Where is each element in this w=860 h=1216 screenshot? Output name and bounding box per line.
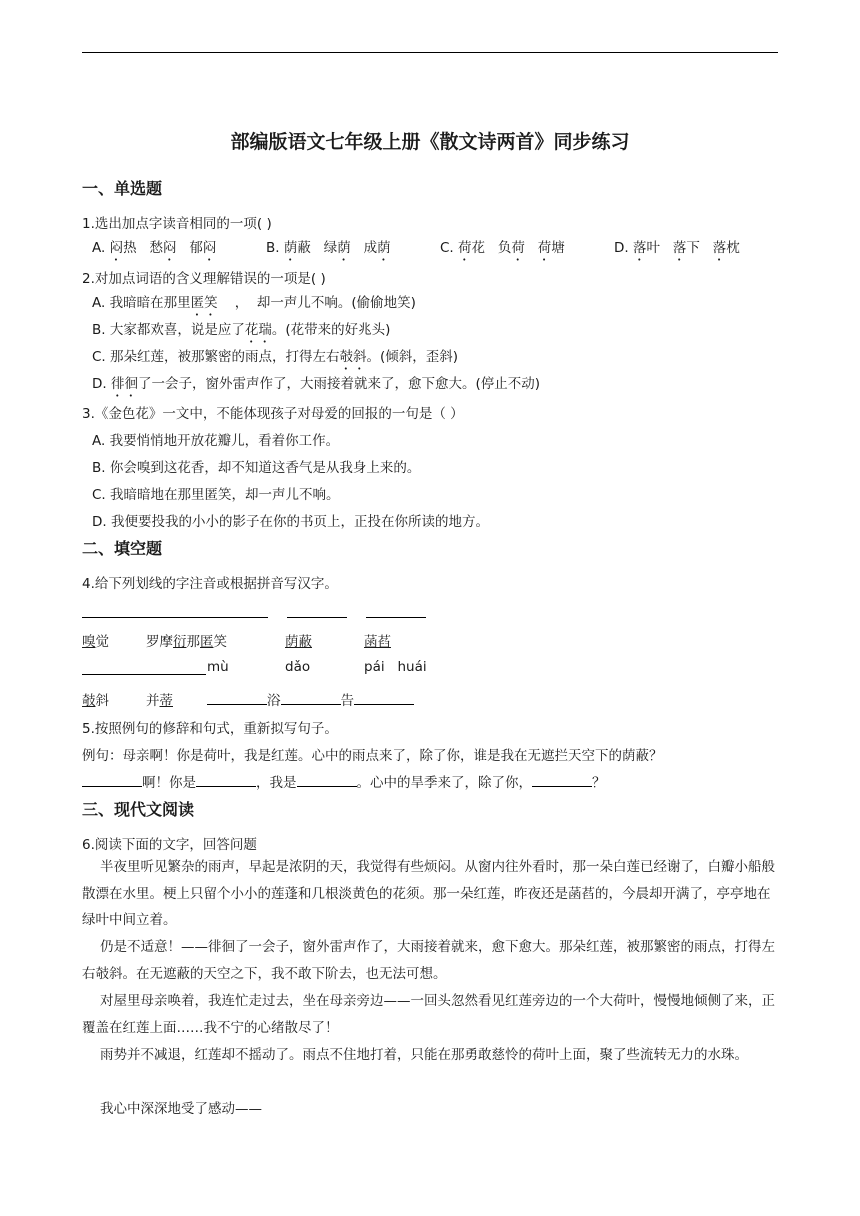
question-3-stem: 3.《金色花》一文中，不能体现孩子对母爱的回报的一句是（ ） (82, 406, 464, 422)
page-title: 部编版语文七年级上册《散文诗两首》同步练习 (230, 131, 630, 153)
q2-option-c[interactable]: C. 那朵红莲，被那繁密的雨点，打得左右攲斜。(倾斜，歪斜) (92, 349, 459, 365)
answer-blank[interactable] (354, 690, 414, 705)
q4-word-4: 菡萏 (364, 634, 391, 650)
q4-word-2: 罗摩衍那匿笑 (146, 634, 227, 650)
answer-blank[interactable] (82, 772, 142, 787)
q3-option-b[interactable]: B. 你会嗅到这花香，却不知道这香气是从我身上来的。 (92, 460, 421, 476)
q3-option-a[interactable]: A. 我要悄悄地开放花瓣儿，看着你工作。 (92, 433, 340, 449)
question-5-stem: 5.按照例句的修辞和句式，重新拟写句子。 (82, 721, 338, 737)
q2-option-a[interactable]: A. 我暗暗在那里匿笑 ， 却一声儿不响。(偷偷地笑) (92, 295, 416, 311)
answer-blank[interactable] (366, 603, 426, 618)
q5-answer-line[interactable]: 啊！你是 ，我是 。心中的旱季来了，除了你， ？ (82, 771, 606, 791)
question-6-stem: 6.阅读下面的文字，回答问题 (82, 837, 257, 853)
answer-blank[interactable] (281, 690, 341, 705)
question-2-stem: 2.对加点词语的含义理解错误的一项是( ) (82, 271, 326, 287)
q4-word-6: 并蒂 (146, 693, 173, 709)
header-rule (82, 52, 778, 53)
q4-word-1: 嗅觉 (82, 634, 109, 650)
q4-pinyin-2: dǎo (285, 659, 311, 675)
q2-option-b[interactable]: B. 大家都欢喜，说是应了花瑞。(花带来的好兆头) (92, 322, 391, 338)
q4-word-5: 攲斜 (82, 693, 109, 709)
q1-option-c[interactable]: C. 荷花 负荷 荷塘 (440, 240, 565, 256)
reading-paragraph-4: 雨势并不减退，红莲却不摇动了。雨点不住地打着，只能在那勇敢慈怜的荷叶上面，聚了些流转无力的水珠。 (100, 1047, 748, 1063)
q3-option-d[interactable]: D. 我便要投我的小小的影子在你的书页上，正投在你所读的地方。 (92, 514, 489, 530)
q2-option-d[interactable]: D. 徘徊了一会子，窗外雷声作了，大雨接着就来了，愈下愈大。(停止不动) (92, 376, 541, 392)
question-1-stem: 1.选出加点字读音相同的一项( ) (82, 216, 272, 232)
answer-blank[interactable] (287, 603, 347, 618)
q4-answer-row-3[interactable] (82, 660, 206, 679)
section-heading-fill-in: 二、填空题 (82, 539, 163, 558)
section-heading-reading: 三、现代文阅读 (82, 800, 195, 819)
q3-option-c[interactable]: C. 我暗暗地在那里匿笑，却一声儿不响。 (92, 487, 340, 503)
answer-blank[interactable] (82, 603, 268, 618)
section-heading-single-choice: 一、单选题 (82, 179, 163, 198)
q4-pinyin-3: pái huái (364, 659, 427, 675)
answer-blank[interactable] (196, 772, 256, 787)
q4-answer-row-4[interactable]: 浴 告 (207, 689, 414, 709)
q4-pinyin-1: mù (207, 659, 229, 675)
q5-example-sentence: 例句：母亲啊！你是荷叶，我是红莲。心中的雨点来了，除了你，谁是我在无遮拦天空下的荫蔽？ (82, 748, 663, 764)
reading-paragraph-2: 仍是不适意！——徘徊了一会子，窗外雷声作了，大雨接着就来，愈下愈大。那朵红莲，被那繁密的雨点，打得左右攲斜。在无遮蔽的天空之下，我不敢下阶去，也无法可想。 (82, 939, 775, 982)
answer-blank[interactable] (532, 772, 592, 787)
answer-blank[interactable] (297, 772, 357, 787)
reading-paragraph-5: 我心中深深地受了感动—— (100, 1101, 262, 1117)
question-4-stem: 4.给下列划线的字注音或根据拼音写汉字。 (82, 576, 338, 592)
q1-option-b[interactable]: B. 荫蔽 绿荫 成荫 (266, 240, 391, 256)
q4-answer-row-1[interactable] (82, 603, 426, 622)
reading-paragraph-1: 半夜里听见繁杂的雨声，早起是浓阴的天，我觉得有些烦闷。从窗内往外看时，那一朵白莲已经谢了，白瓣小船般散漂在水里。梗上只留个小小的莲蓬和几根淡黄色的花须。那一朵红莲，昨夜还是菡萏的，今晨却开满了，亭亭地在绿叶中间立着。 (82, 859, 775, 928)
answer-blank[interactable] (207, 690, 267, 705)
q1-option-d[interactable]: D. 落叶 落下 落枕 (614, 240, 740, 256)
q1-option-a[interactable]: A. 闷热 愁闷 郁闷 (92, 240, 217, 256)
answer-blank[interactable] (82, 660, 206, 675)
q4-word-3: 荫蔽 (285, 634, 312, 650)
reading-paragraph-3: 对屋里母亲唤着，我连忙走过去，坐在母亲旁边——一回头忽然看见红莲旁边的一个大荷叶，慢慢地倾侧了来，正覆盖在红莲上面……我不宁的心绪散尽了！ (82, 993, 775, 1036)
